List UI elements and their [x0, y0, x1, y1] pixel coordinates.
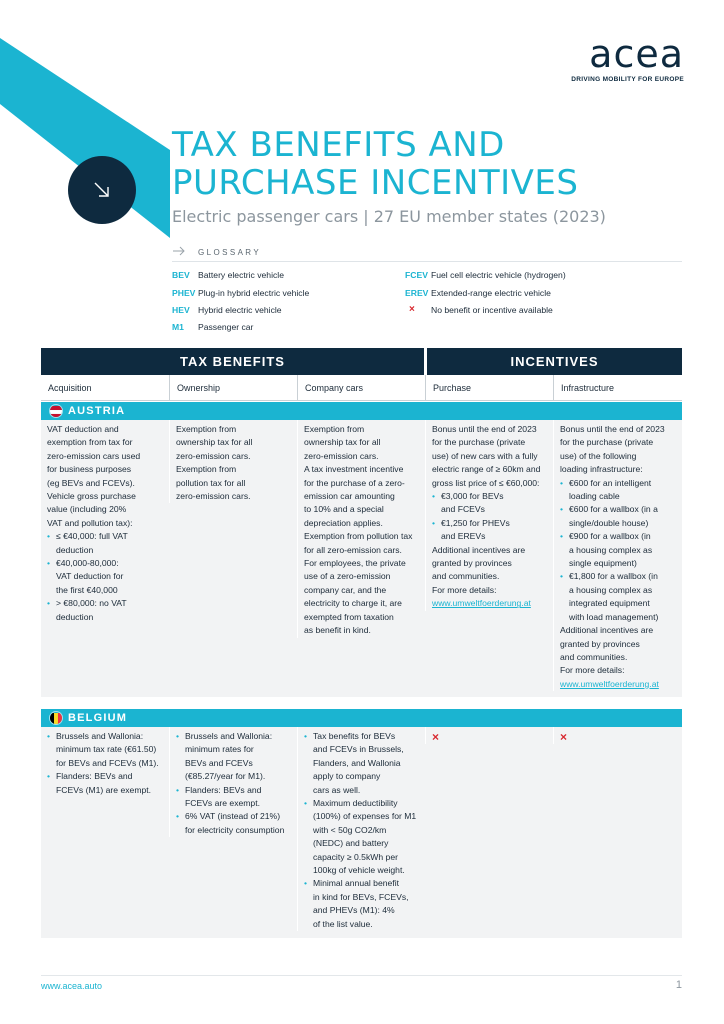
glossary-text: Battery electric vehicle: [198, 270, 284, 280]
glossary-title: GLOSSARY: [198, 248, 262, 257]
title-line: TAX BENEFITS AND: [172, 125, 505, 165]
incentives-table: [41, 348, 682, 929]
cell-text-line: BEVs and FCEVs: [185, 757, 253, 768]
cell-text-line: VAT deduction for: [56, 571, 124, 582]
cell-text-line: deduction: [56, 544, 94, 555]
glossary-text: Fuel cell electric vehicle (hydrogen): [431, 270, 566, 280]
tax-benefits-header: TAX BENEFITS: [41, 348, 424, 375]
cell-text-line: Additional incentives are: [560, 625, 654, 636]
cell-text-line: FCEVs are exempt.: [185, 798, 260, 809]
incentives-header: INCENTIVES: [427, 348, 682, 375]
cell-text-line: 100kg of vehicle weight.: [313, 865, 405, 876]
cell-text-line: (eg BEVs and FCEVs).: [47, 477, 135, 488]
cell-text-line: and FCEVs in Brussels,: [313, 744, 404, 755]
glossary-text: Passenger car: [198, 322, 254, 332]
cell-text-line: loading infrastructure:: [560, 464, 643, 475]
cell-text-line: a housing complex as: [569, 544, 653, 555]
cell-text-line: minimum rates for: [185, 744, 254, 755]
no-benefit-x-icon: ×: [432, 730, 440, 744]
bullet-item: [304, 730, 420, 797]
bullet-item: [47, 770, 164, 797]
cell-text-line: A tax investment incentive: [304, 464, 404, 475]
table-row-austria: [41, 420, 682, 697]
glossary-item: [405, 305, 553, 315]
cell-text-line: zero-emission cars.: [176, 450, 251, 461]
cell-text-line: (€85.27/year for M1).: [185, 771, 266, 782]
acea-logo: [571, 34, 684, 83]
cell-text-line: • €600 for a wallbox (in a: [569, 504, 658, 515]
bullet-item: [176, 784, 292, 811]
title-line: PURCHASE INCENTIVES: [172, 163, 579, 203]
cell-text-line: • > €80,000: no VAT: [56, 598, 127, 609]
cell-text-line: For more details:: [432, 584, 497, 595]
page-title: [172, 126, 652, 202]
cell-text-line: • 6% VAT (instead of 21%): [185, 811, 281, 822]
cell-text-line: • €1,250 for PHEVs: [441, 517, 510, 528]
cell-text-line: integrated equipment: [569, 598, 650, 609]
cell-text-line: capacity ≥ 0.5kWh per: [313, 851, 398, 862]
cell-text-line: value (including 20%: [47, 504, 127, 515]
cell-text-line: loading cable: [569, 491, 620, 502]
bullet-list: [47, 530, 164, 624]
arrow-right-icon: [172, 246, 198, 259]
cell-text-line: ownership tax for all: [176, 437, 253, 448]
cell-text-line: company car, and the: [304, 584, 387, 595]
cell-text-line: • Flanders: BEVs and: [185, 784, 262, 795]
bullet-list: [176, 730, 292, 837]
cell-infrastructure: [553, 727, 682, 744]
cell-text-line: and communities.: [560, 651, 628, 662]
cell-purchase: [425, 420, 553, 611]
cell-text-line: for the purchase (private: [560, 437, 654, 448]
cell-acquisition: [41, 727, 169, 797]
cell-text-line: Bonus until the end of 2023: [432, 424, 537, 434]
cell-text-line: depreciation applies.: [304, 517, 383, 528]
cell-text-line: • €1,800 for a wallbox (in: [569, 571, 658, 582]
cell-text-line: • Maximum deductibility: [313, 798, 398, 809]
cell-text-line: Bonus until the end of 2023: [560, 424, 665, 434]
cell-text-line: exempted from taxation: [304, 611, 394, 622]
cell-text-line: • ≤ €40,000: full VAT: [56, 531, 128, 542]
cell-text-line: a housing complex as: [569, 584, 653, 595]
cell-text-line: (NEDC) and battery: [313, 838, 389, 849]
cell-text-line: for business purposes: [47, 464, 132, 475]
cell-text-line: • Brussels and Wallonia:: [185, 731, 273, 741]
no-benefit-x-icon: ×: [560, 730, 568, 744]
cell-text-line: • €900 for a wallbox (in: [569, 531, 651, 542]
table-group-header-row: [41, 348, 682, 375]
cell-text-line: Exemption from: [176, 464, 237, 475]
cell-text-line: VAT deduction and: [47, 424, 119, 434]
country-name: BELGIUM: [68, 712, 128, 724]
glossary-item: [172, 322, 253, 332]
cell-text-line: with load management): [569, 611, 659, 622]
details-link[interactable]: www.umweltfoerderung.at: [560, 678, 659, 689]
logo-tagline: DRIVING MOBILITY FOR EUROPE: [571, 76, 684, 83]
bullet-list: [560, 477, 677, 624]
cell-text-line: cars as well.: [313, 784, 361, 795]
cell-text-line: exemption from tax for: [47, 437, 133, 448]
cell-text-line: minimum tax rate (€61.50): [56, 744, 157, 755]
bullet-item: [560, 503, 677, 530]
footer-website-link[interactable]: www.acea.auto: [41, 981, 103, 991]
bullet-item: [560, 530, 677, 570]
cell-text-line: for BEVs and FCEVs (M1).: [56, 757, 159, 768]
cell-text-line: gross list price of ≤ €60,000:: [432, 477, 540, 488]
glossary-header: [172, 244, 682, 262]
no-benefit-x-icon: ×: [409, 304, 415, 315]
cell-text-line: emission car amounting: [304, 491, 395, 502]
cell-text-line: and EREVs: [441, 531, 486, 542]
cell-text-line: Additional incentives are: [432, 544, 526, 555]
belgium-flag-icon: [49, 711, 63, 725]
cell-company-cars: [297, 420, 425, 638]
cell-text-line: use) of the following: [560, 450, 637, 461]
cell-infrastructure: [553, 420, 682, 691]
cell-text-line: and FCEVs: [441, 504, 485, 515]
cell-text-line: for the purchase (private: [432, 437, 526, 448]
cell-text-line: zero-emission cars.: [176, 491, 251, 502]
cell-text-line: for all zero-emission cars.: [304, 544, 402, 555]
cell-acquisition: [41, 420, 169, 624]
cell-text-line: to 10% and a special: [304, 504, 384, 515]
cell-text-line: with < 50g CO2/km: [313, 824, 387, 835]
glossary-text: Plug-in hybrid electric vehicle: [198, 288, 310, 298]
bullet-item: [47, 530, 164, 557]
column-header-acquisition: Acquisition: [48, 383, 92, 393]
bullet-item: [176, 730, 292, 784]
bullet-item: [47, 557, 164, 597]
cell-text-line: Vehicle gross purchase: [47, 491, 136, 502]
cell-text-line: (100%) of expenses for M1: [313, 811, 417, 822]
cell-text-line: the first €40,000: [56, 584, 118, 595]
column-header-ownership: Ownership: [169, 375, 297, 401]
bullet-item: [47, 730, 164, 770]
column-header-purchase: Purchase: [425, 375, 553, 401]
glossary-item: [172, 270, 284, 280]
glossary-abbr: HEV: [172, 305, 190, 315]
column-header-infrastructure: Infrastructure: [553, 375, 682, 401]
cell-text-line: zero-emission cars.: [304, 450, 379, 461]
cell-text-line: Exemption from: [176, 424, 237, 434]
cell-text-line: single/double house): [569, 517, 649, 528]
cell-text-line: • Minimal annual benefit: [313, 878, 399, 889]
column-header-company-cars: Company cars: [297, 375, 425, 401]
cell-text-line: pollution tax for all: [176, 477, 246, 488]
country-bar-austria: [41, 402, 682, 420]
glossary-abbr: M1: [172, 322, 184, 332]
bullet-list: [432, 490, 548, 544]
glossary-item: [405, 288, 551, 298]
cell-text-line: zero-emission cars used: [47, 450, 141, 461]
cell-text-line: electricity to charge it, are: [304, 598, 402, 609]
cell-text-line: VAT and pollution tax):: [47, 517, 133, 528]
cell-ownership: [169, 727, 297, 837]
glossary-item: [172, 305, 282, 315]
glossary-item: [172, 288, 309, 298]
cell-text-line: and communities.: [432, 571, 500, 582]
cell-text-line: • Tax benefits for BEVs: [313, 731, 396, 741]
cell-text-line: granted by provinces: [560, 638, 640, 649]
cell-text-line: ownership tax for all: [304, 437, 381, 448]
austria-flag-icon: [49, 404, 63, 418]
bullet-item: [432, 490, 548, 517]
table-column-header-row: [41, 375, 682, 401]
cell-text-line: apply to company: [313, 771, 381, 782]
bullet-item: [304, 797, 420, 877]
cell-text-line: single equipment): [569, 558, 637, 569]
cell-text-line: FCEVs (M1) are exempt.: [56, 784, 152, 795]
bullet-item: [560, 570, 677, 624]
cell-text-line: Flanders, and Wallonia: [313, 757, 401, 768]
cell-text-line: granted by provinces: [432, 558, 512, 569]
cell-text-line: in kind for BEVs, FCEVs,: [313, 891, 409, 902]
bullet-list: [47, 730, 164, 797]
table-row-belgium: [41, 727, 682, 938]
cell-text-line: Exemption from: [304, 424, 365, 434]
cell-ownership: [169, 420, 297, 503]
cell-text-line: • Brussels and Wallonia:: [56, 731, 144, 741]
glossary-abbr: FCEV: [405, 270, 428, 280]
cell-text-line: deduction: [56, 611, 94, 622]
cell-text-line: and PHEVs (M1): 4%: [313, 905, 395, 916]
glossary-abbr: BEV: [172, 270, 190, 280]
country-name: AUSTRIA: [68, 405, 126, 417]
cell-text-line: use of a zero-emission: [304, 571, 391, 582]
glossary-text: No benefit or incentive available: [431, 305, 553, 315]
bullet-item: [560, 477, 677, 504]
bullet-list: [304, 730, 420, 931]
details-link[interactable]: www.umweltfoerderung.at: [432, 598, 531, 609]
cell-text-line: electric range of ≥ 60km and: [432, 464, 541, 475]
cell-text-line: as benefit in kind.: [304, 625, 371, 636]
cell-text-line: for the purchase of a zero-: [304, 477, 405, 488]
glossary-abbr: EREV: [405, 288, 429, 298]
logo-wordmark: acea: [589, 32, 684, 76]
page-subtitle: Electric passenger cars | 27 EU member states (2023): [172, 207, 606, 226]
glossary-text: Extended-range electric vehicle: [431, 288, 551, 298]
cell-text-line: Exemption from pollution tax: [304, 531, 413, 542]
cell-text-line: • €3,000 for BEVs: [441, 491, 504, 502]
cell-company-cars: [297, 727, 425, 931]
footer-divider: [41, 975, 682, 976]
glossary-item: [405, 270, 566, 280]
cell-text-line: For more details:: [560, 665, 625, 676]
cell-text-line: • €600 for an intelligent: [569, 477, 652, 488]
cell-text-line: For employees, the private: [304, 558, 406, 569]
cell-text-line: use) of new cars with a fully: [432, 450, 538, 461]
country-bar-belgium: [41, 709, 682, 727]
bullet-item: [47, 597, 164, 624]
cell-text-line: • Flanders: BEVs and: [56, 771, 133, 782]
cell-text-line: • €40,000-80,000:: [56, 558, 119, 569]
arrow-down-right-icon: [68, 156, 136, 224]
bullet-item: [176, 810, 292, 837]
glossary-abbr: PHEV: [172, 288, 196, 298]
cell-purchase: [425, 727, 553, 744]
cell-text-line: for electricity consumption: [185, 824, 285, 835]
cell-text-line: of the list value.: [313, 918, 373, 929]
bullet-item: [432, 517, 548, 544]
page-number: 1: [675, 979, 682, 991]
glossary-text: Hybrid electric vehicle: [198, 305, 282, 315]
bullet-item: [304, 877, 420, 931]
